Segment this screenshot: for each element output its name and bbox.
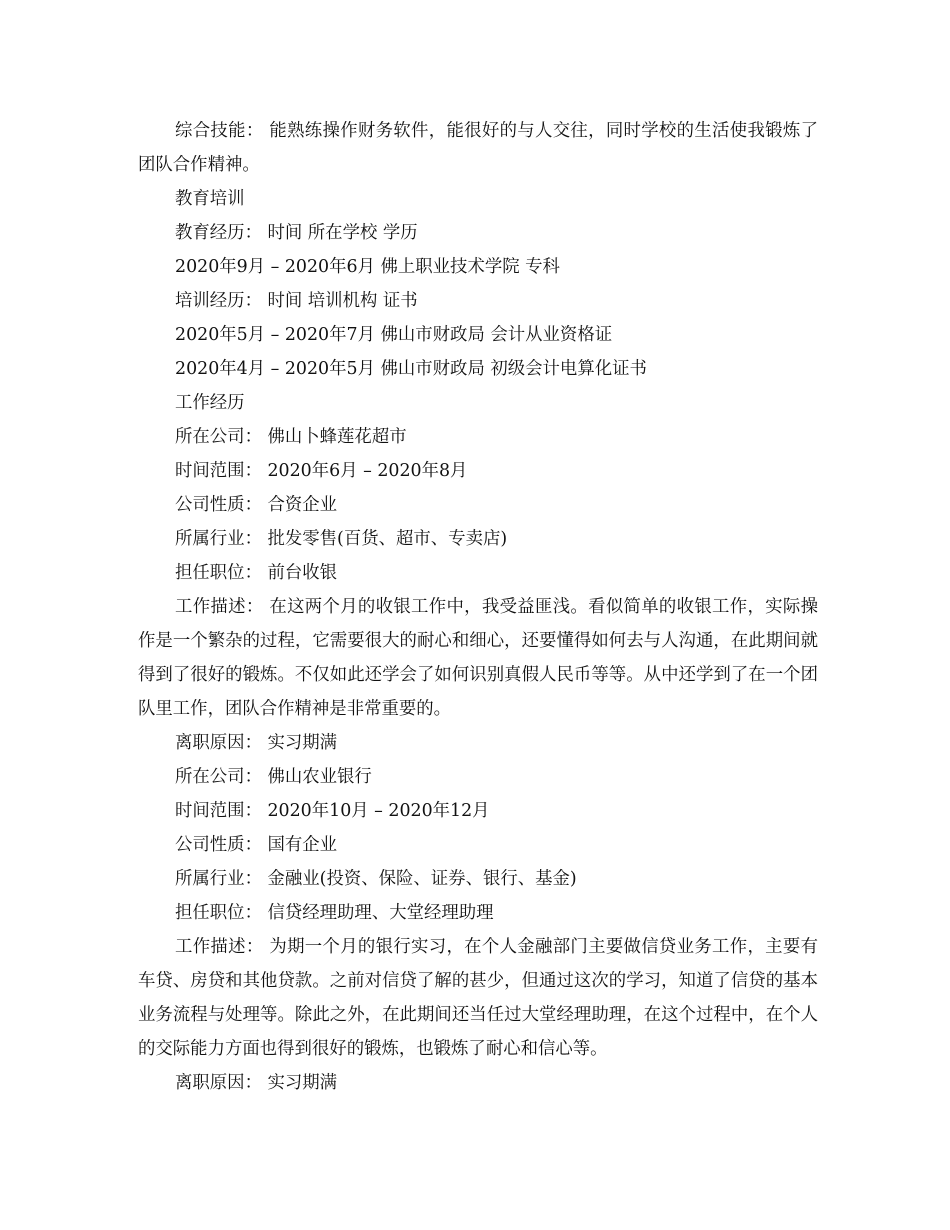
work-leave-reason: 离职原因： 实习期满 [175, 1073, 338, 1093]
work-period: 时间范围： 2020年6月 – 2020年8月 [175, 461, 468, 481]
resume-body [138, 114, 818, 1100]
work-leave-reason: 离职原因： 实习期满 [175, 733, 338, 753]
work-position: 担任职位： 信贷经理助理、大堂经理助理 [175, 903, 494, 923]
work-industry: 所属行业： 批发零售(百货、超市、专卖店) [175, 529, 508, 549]
education-header-line: 教育经历： 时间 所在学校 学历 [175, 223, 418, 243]
work-period: 时间范围： 2020年10月 – 2020年12月 [175, 801, 490, 821]
work-company: 所在公司： 佛山卜蜂莲花超市 [175, 427, 407, 447]
section-heading-education: 教育培训 [175, 189, 245, 209]
skills-paragraph: 综合技能： 能熟练操作财务软件，能很好的与人交往，同时学校的生活使我锻炼了团队合作精神。 [138, 121, 818, 175]
training-entry: 2020年5月 – 2020年7月 佛山市财政局 会计从业资格证 [175, 325, 613, 345]
work-company: 所在公司： 佛山农业银行 [175, 767, 372, 787]
training-header-line: 培训经历： 时间 培训机构 证书 [175, 291, 418, 311]
training-entry: 2020年4月 – 2020年5月 佛山市财政局 初级会计电算化证书 [175, 359, 647, 379]
work-description: 工作描述： 为期一个月的银行实习，在个人金融部门主要做信贷业务工作，主要有车贷、房贷和其他贷款。之前对信贷了解的甚少，但通过这次的学习，知道了信贷的基本业务流程与处理等。除此之外，在此期间还当任过大堂经理助理，在这个过程中，在个人的交际能力方面也得到很好的锻炼，也锻炼了耐心和信心等。 [138, 937, 818, 1059]
work-position: 担任职位： 前台收银 [175, 563, 338, 583]
section-heading-work: 工作经历 [175, 393, 245, 413]
education-entry: 2020年9月 – 2020年6月 佛上职业技术学院 专科 [175, 257, 560, 277]
work-industry: 所属行业： 金融业(投资、保险、证券、银行、基金) [175, 869, 577, 889]
work-description: 工作描述： 在这两个月的收银工作中，我受益匪浅。看似简单的收银工作，实际操作是一个繁杂的过程，它需要很大的耐心和细心，还要懂得如何去与人沟通，在此期间就得到了很好的锻炼。不仅如此还学会了如何识别真假人民币等等。从中还学到了在一个团队里工作，团队合作精神是非常重要的。 [138, 597, 818, 719]
work-company-type: 公司性质： 国有企业 [175, 835, 338, 855]
work-company-type: 公司性质： 合资企业 [175, 495, 338, 515]
